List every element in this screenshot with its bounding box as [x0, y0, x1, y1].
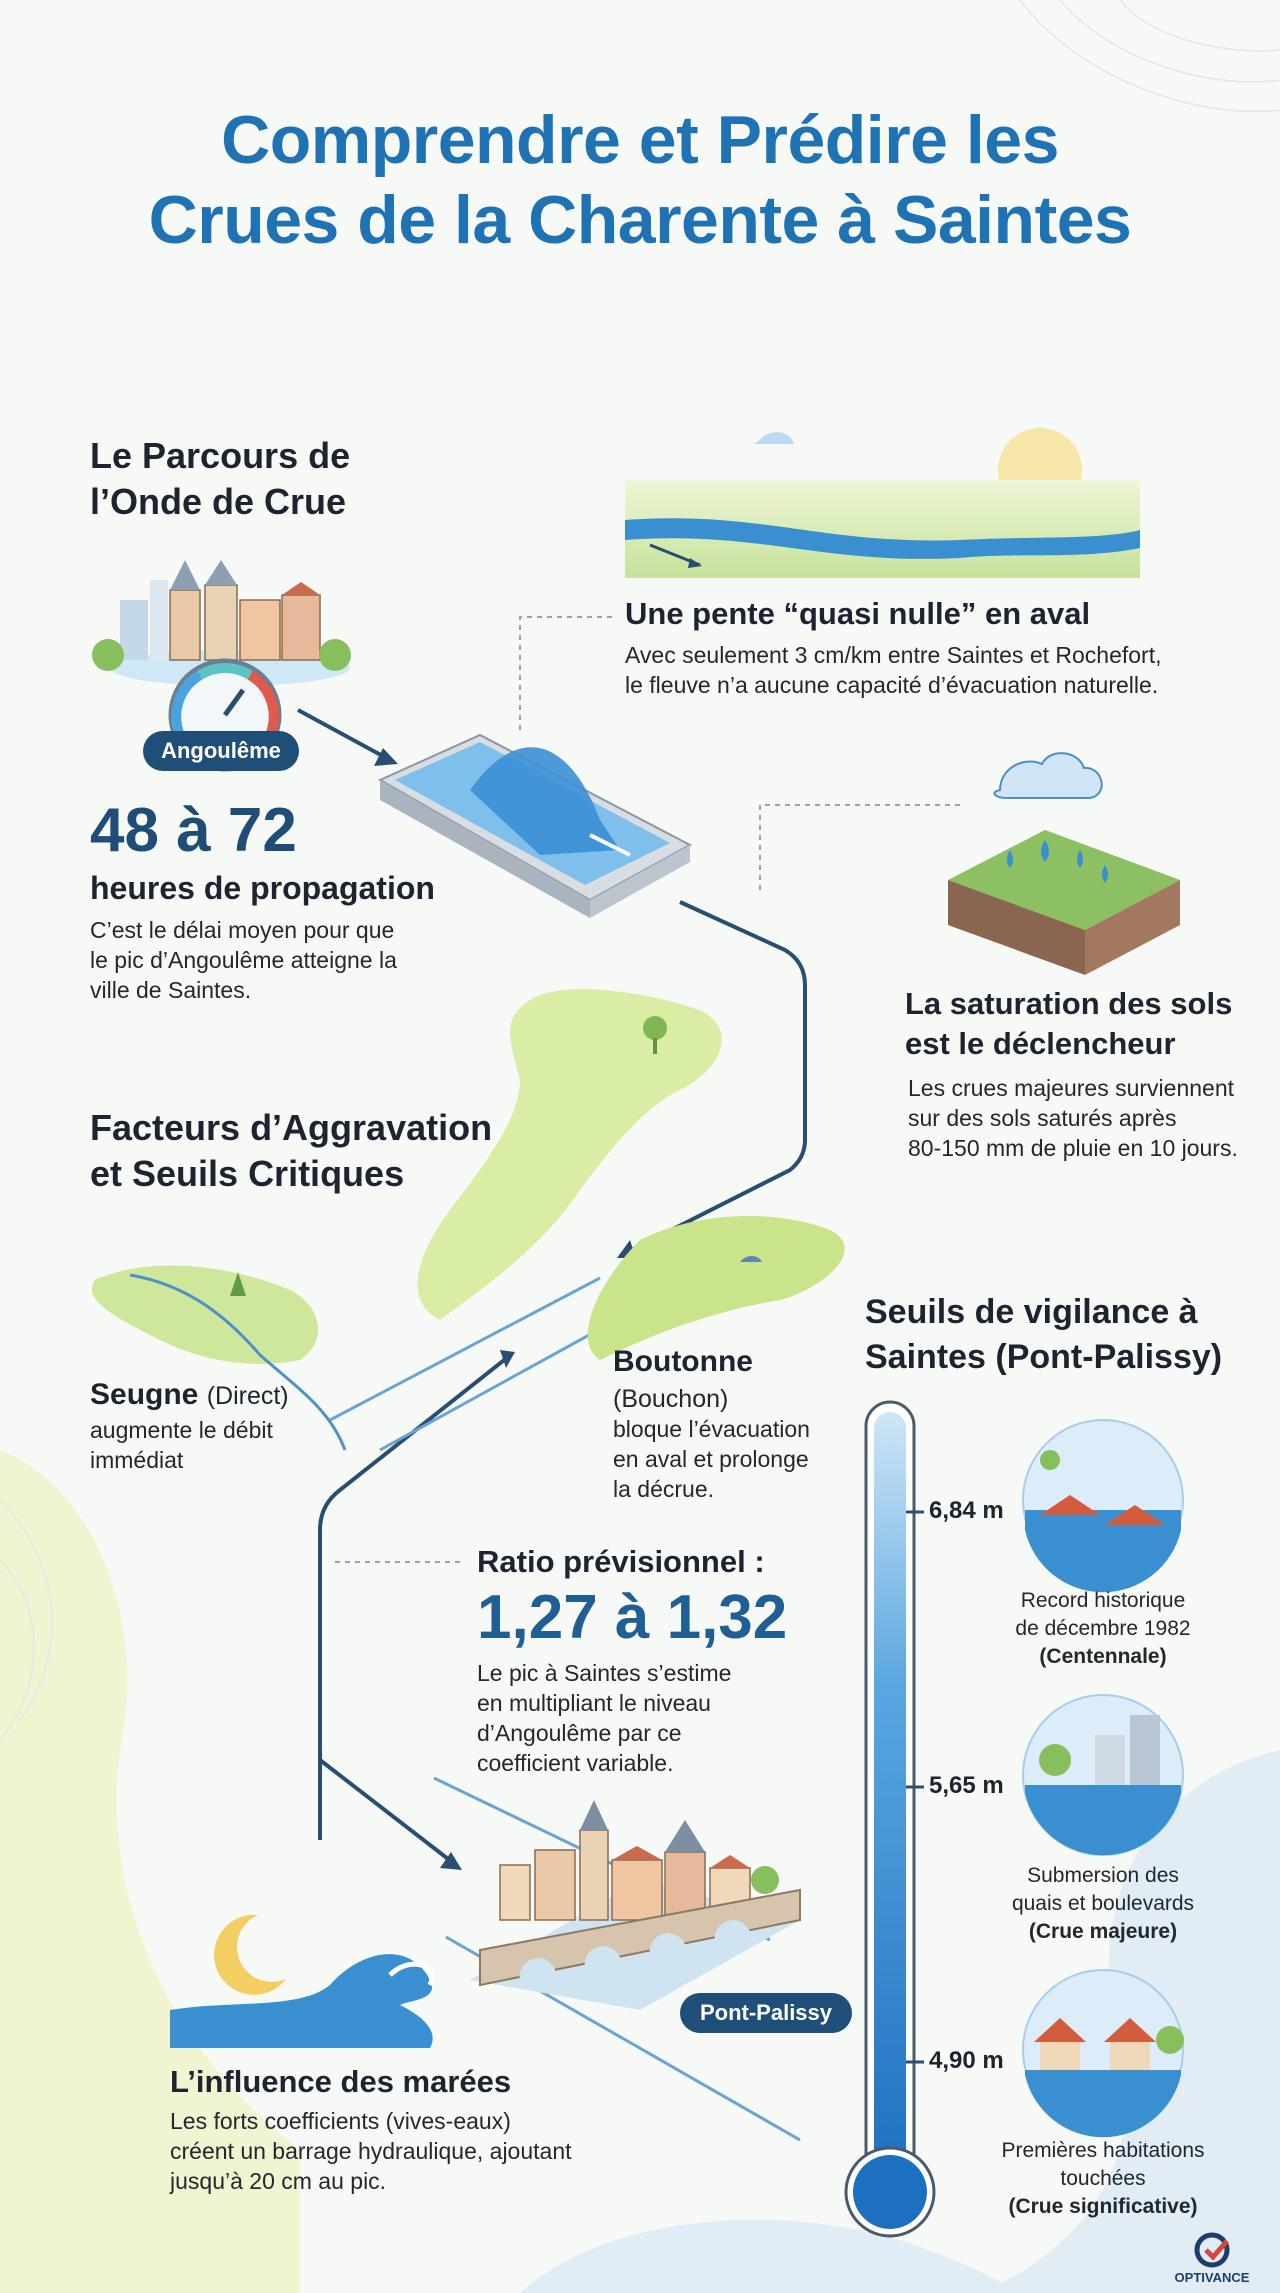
- thermometer-illustration: [846, 1402, 934, 2236]
- boutonne-name: Boutonne: [613, 1345, 753, 1378]
- marees-text-line-1: Les forts coefficients (vives-eaux): [170, 2108, 511, 2134]
- facteurs-heading-line-2: et Seuils Critiques: [90, 1153, 405, 1194]
- ratio-text-line-2: en multipliant le niveau: [477, 1690, 711, 1716]
- threshold-majeure-line-1: Submersion des: [1027, 1864, 1179, 1887]
- ratio-value: 1,27 à 1,32: [477, 1583, 788, 1652]
- propagation-text-line-1: C’est le délai moyen pour que: [90, 917, 395, 943]
- marees-text-line-3: jusqu’à 20 cm au pic.: [170, 2168, 387, 2194]
- threshold-majeure-tag: (Crue majeure): [1028, 1920, 1178, 1943]
- title-line-1: Comprendre et Prédire les: [221, 102, 1059, 178]
- facteurs-heading-line-1: Facteurs d’Aggravation: [90, 1107, 493, 1148]
- saturation-text-line-1: Les crues majeures surviennent: [908, 1075, 1234, 1101]
- saturated-soil-illustration: [948, 753, 1180, 975]
- seugne-text-line-1: augmente le débit: [90, 1417, 273, 1443]
- threshold-icons: [1020, 1420, 1186, 2137]
- threshold-level-significative: 4,90 m: [929, 2047, 1004, 2074]
- threshold-caption-majeure: [990, 1862, 1216, 1946]
- pente-text-line-1: Avec seulement 3 cm/km entre Saintes et Rochefort,: [625, 642, 1162, 668]
- facteurs-heading: [90, 1105, 492, 1197]
- threshold-significative-line-2: touchées: [1060, 2167, 1146, 2190]
- pente-text: [625, 640, 1162, 700]
- threshold-significative-line-1: Premières habitations: [1001, 2139, 1205, 2162]
- threshold-level-record: 6,84 m: [929, 1497, 1004, 1524]
- threshold-caption-significative: [980, 2137, 1226, 2221]
- boutonne-text: [613, 1384, 810, 1504]
- boutonne-text-line-1: bloque l’évacuation: [613, 1416, 810, 1442]
- pente-heading: Une pente “quasi nulle” en aval: [625, 596, 1091, 631]
- seuils-heading-line-1: Seuils de vigilance à: [865, 1293, 1198, 1331]
- threshold-record-line-2: de décembre 1982: [1015, 1617, 1191, 1640]
- seugne-tag: (Direct): [206, 1382, 289, 1410]
- ratio-text-line-4: coefficient variable.: [477, 1750, 674, 1776]
- marees-text-line-2: créent un barrage hydraulique, ajoutant: [170, 2138, 572, 2164]
- ratio-text: [477, 1658, 731, 1778]
- title-line-2: Crues de la Charente à Saintes: [148, 182, 1132, 258]
- page-title: [0, 100, 1280, 260]
- seugne-heading: [90, 1376, 289, 1415]
- threshold-caption-record: [990, 1587, 1216, 1671]
- saturation-heading-line-2: est le déclencheur: [905, 1026, 1176, 1061]
- parcours-heading-line-2: l’Onde de Crue: [90, 481, 347, 522]
- boutonne-text-line-3: la décrue.: [613, 1476, 715, 1502]
- parcours-heading: [90, 433, 350, 525]
- seuils-heading-line-2: Saintes (Pont-Palissy): [865, 1338, 1223, 1376]
- seugne-text-line-2: immédiat: [90, 1447, 184, 1473]
- seugne-landmass: [92, 1266, 318, 1364]
- boutonne-landmass: [588, 1216, 845, 1360]
- parcours-heading-line-1: Le Parcours de: [90, 435, 351, 476]
- pente-text-line-2: le fleuve n’a aucune capacité d’évacuation naturelle.: [625, 672, 1159, 698]
- propagation-label: heures de propagation: [90, 870, 435, 906]
- threshold-record-line-1: Record historique: [1020, 1589, 1186, 1612]
- marees-heading: L’influence des marées: [170, 2064, 512, 2099]
- ratio-heading: Ratio prévisionnel :: [477, 1544, 765, 1579]
- seuils-heading: [865, 1290, 1222, 1380]
- saintes-bridge-illustration: [470, 1800, 800, 2010]
- propagation-text-line-2: le pic d’Angoulême atteigne la: [90, 947, 397, 973]
- saturation-heading: [905, 984, 1232, 1064]
- ratio-text-line-1: Le pic à Saintes s’estime: [477, 1660, 732, 1686]
- propagation-value: 48 à 72: [90, 796, 297, 865]
- propagation-text-line-3: ville de Saintes.: [90, 977, 252, 1003]
- threshold-level-majeure: 5,65 m: [929, 1772, 1004, 1799]
- threshold-significative-tag: (Crue significative): [1008, 2195, 1198, 2218]
- marees-text: [170, 2106, 572, 2196]
- saturation-text: [908, 1073, 1238, 1163]
- saturation-heading-line-1: La saturation des sols: [905, 986, 1233, 1021]
- threshold-record-tag: (Centennale): [1039, 1645, 1167, 1668]
- propagation-text: [90, 915, 397, 1005]
- seugne-text: [90, 1415, 273, 1475]
- saturation-text-line-3: 80-150 mm de pluie en 10 jours.: [908, 1135, 1238, 1161]
- tide-wave-illustration: [170, 1915, 433, 2048]
- boutonne-text-line-2: en aval et prolonge: [613, 1446, 809, 1472]
- angouleme-badge: Angoulême: [143, 731, 299, 771]
- pont-palissy-badge: Pont-Palissy: [680, 1993, 852, 2033]
- slope-landscape-illustration: [625, 428, 1140, 578]
- seugne-name: Seugne: [90, 1378, 199, 1411]
- brand-name: OPTIVANCE: [1174, 2270, 1250, 2285]
- ratio-text-line-3: d’Angoulême par ce: [477, 1720, 682, 1746]
- boutonne-tag: (Bouchon): [613, 1385, 729, 1413]
- threshold-majeure-line-2: quais et boulevards: [1011, 1892, 1195, 1915]
- saturation-text-line-2: sur des sols saturés après: [908, 1105, 1177, 1131]
